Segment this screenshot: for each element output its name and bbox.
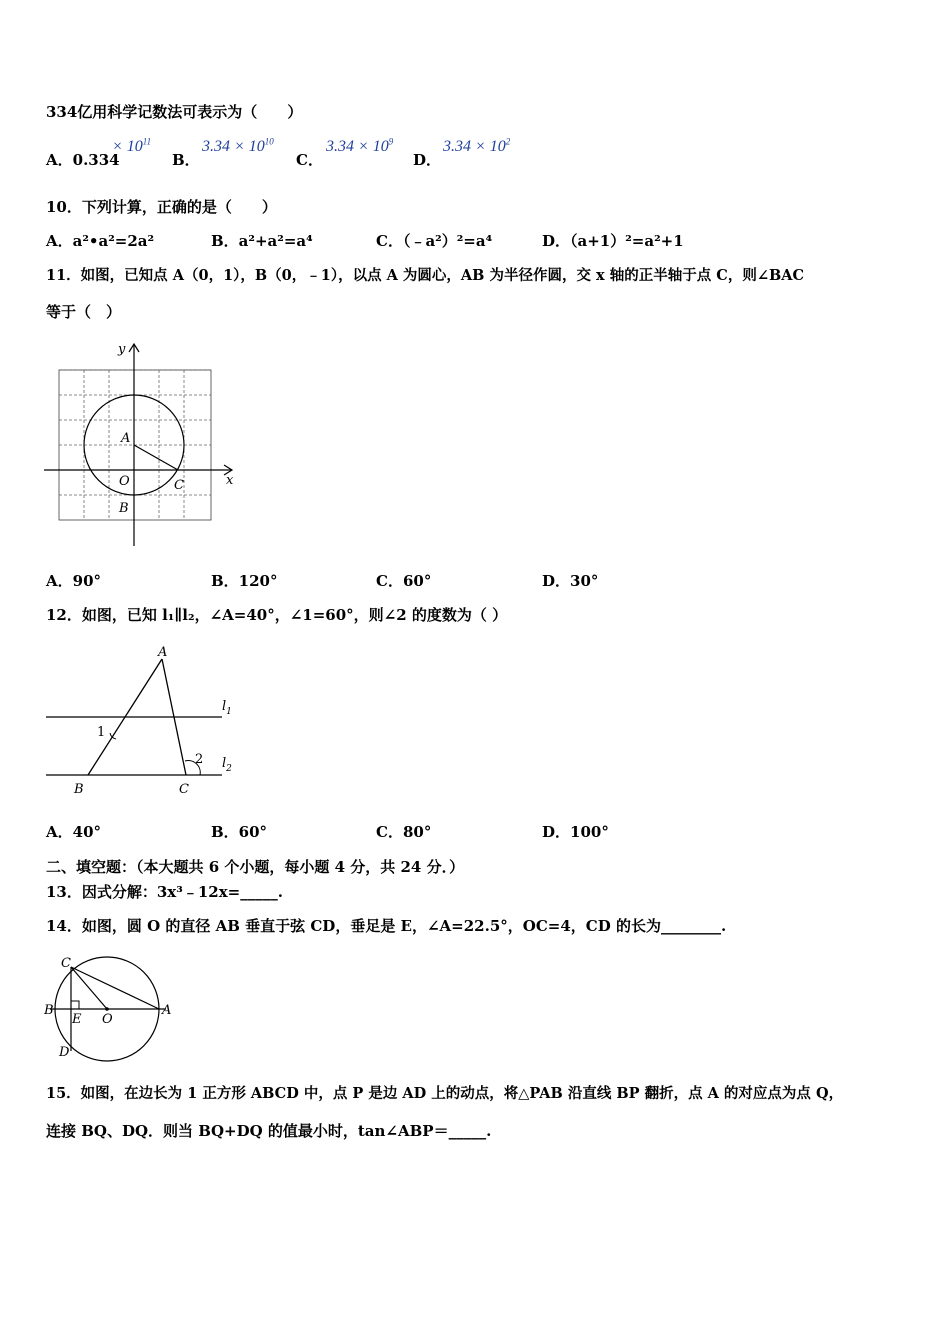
- q12-option-c: C．80°: [376, 823, 432, 841]
- q12-figure: [44, 643, 244, 798]
- q11-a-label: A: [121, 431, 131, 446]
- q12-l2-label: $l_2$: [222, 756, 232, 774]
- q12-b-label: B: [74, 782, 84, 797]
- q12-c-label: C: [179, 782, 189, 797]
- q14-stem: 14．如图，圆 O 的直径 AB 垂直于弦 CD，垂足是 E，∠A=22.5°，OC=4，CD 的长为________.: [46, 917, 727, 935]
- q14-a-label: A: [162, 1003, 172, 1018]
- q11-option-d: D．30°: [542, 572, 599, 590]
- q9-option-a-math: × $10^{11}$: [112, 136, 152, 155]
- q15-stem-line1: 15．如图，在边长为 1 正方形 ABCD 中，点 P 是边 AD 上的动点，将△PAB 沿直线 BP 翻折，点 A 的对应点为点 Q，: [46, 1085, 844, 1102]
- q10-option-c: C．（﹣a²）²=a⁴: [376, 232, 493, 250]
- q11-x-label: x: [226, 473, 234, 488]
- q12-option-a: A．40°: [46, 823, 102, 841]
- q10-option-b: B．a²+a²=a⁴: [211, 232, 313, 250]
- q11-figure: [40, 338, 240, 553]
- q11-option-a: A．90°: [46, 572, 102, 590]
- q14-figure: [42, 950, 182, 1065]
- q11-c-label: C: [174, 478, 184, 493]
- q10-option-d: D．（a+1）²=a²+1: [542, 232, 684, 250]
- q13-stem: 13．因式分解：3x³﹣12x=_____.: [46, 883, 283, 901]
- q9-option-a-label: A．0.334: [46, 151, 120, 169]
- q11-stem-line1: 11．如图，已知点 A（0，1），B（0，﹣1），以点 A 为圆心，AB 为半径作圆，交 x 轴的正半轴于点 C，则∠BAC: [46, 267, 805, 284]
- q14-d-label: D: [59, 1045, 70, 1060]
- q9-option-c-math: $3.34 \times 10^9$: [326, 136, 394, 155]
- q10-option-a: A．a²•a²=2a²: [46, 232, 155, 250]
- q12-angle2-label: 2: [195, 752, 204, 767]
- q12-angle1-label: 1: [97, 725, 106, 740]
- q12-option-d: D．100°: [542, 823, 609, 841]
- q14-e-label: E: [72, 1012, 82, 1027]
- q14-o-label: O: [102, 1012, 113, 1027]
- q9-option-d-label: D．: [413, 151, 442, 169]
- q15-stem-line2: 连接 BQ、DQ．则当 BQ+DQ 的值最小时，tan∠ABP＝_____.: [46, 1122, 492, 1140]
- q14-b-label: B: [44, 1003, 54, 1018]
- q9-option-c-label: C．: [296, 151, 323, 169]
- q9-option-d-math: $3.34 \times 10^2$: [443, 136, 511, 155]
- q14-c-label: C: [61, 956, 71, 971]
- q9-stem: 334亿用科学记数法可表示为（ ）: [46, 103, 303, 121]
- q9-option-b-math: $3.34 \times 10^{10}$: [202, 136, 274, 155]
- q11-stem-line2: 等于（ ）: [46, 303, 122, 321]
- q10-stem: 10．下列计算，正确的是（ ）: [46, 198, 277, 216]
- q12-l1-label: $l_1$: [222, 699, 232, 717]
- q11-o-label: O: [119, 474, 130, 489]
- q11-b-label: B: [119, 501, 129, 516]
- section2-heading: 二、填空题：（本大题共 6 个小题，每小题 4 分，共 24 分．）: [46, 858, 465, 876]
- q12-stem: 12．如图，已知 l₁∥l₂，∠A=40°，∠1=60°，则∠2 的度数为（ ）: [46, 606, 508, 624]
- q12-option-b: B．60°: [211, 823, 268, 841]
- q12-a-label: A: [158, 645, 168, 660]
- q11-option-c: C．60°: [376, 572, 432, 590]
- q9-option-b-label: B．: [172, 151, 200, 169]
- q11-y-label: y: [118, 342, 126, 357]
- q11-option-b: B．120°: [211, 572, 278, 590]
